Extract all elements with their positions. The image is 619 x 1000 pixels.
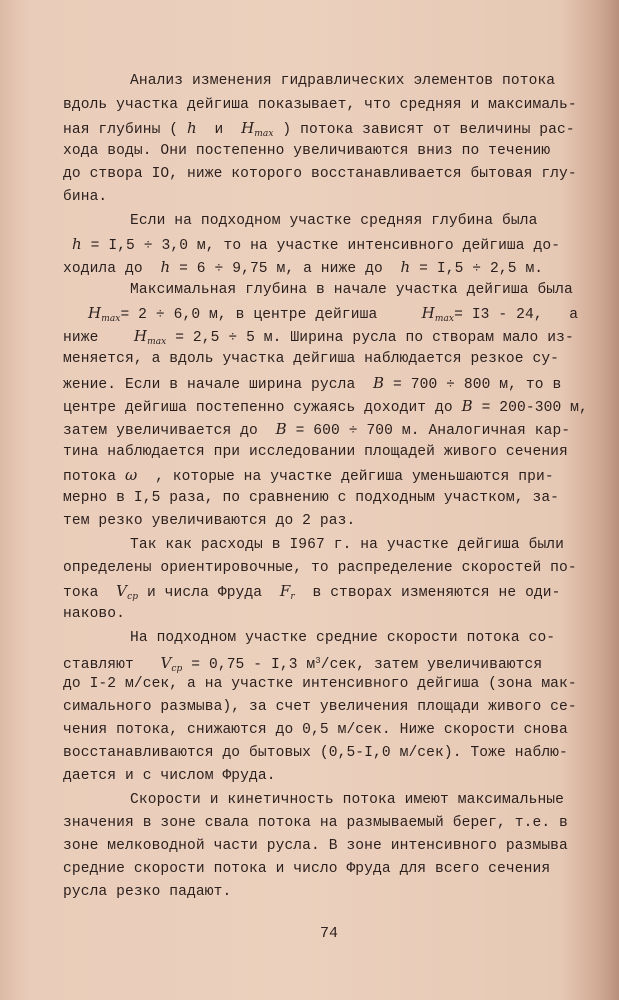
text-line: $H_{max}= 2 \div 6,0$ м, в центре дейгиша $H_{max}= I3 - 24$, а <box>88 304 579 324</box>
text-line: мерно в I,5 раза, по сравнению с подходным участком, за- <box>63 490 560 506</box>
text-line: дается и с числом Фруда. <box>63 768 276 784</box>
text-line: русла резко падают. <box>63 884 232 900</box>
text-line: до I-2 м/сек, а на участке интенсивного дейгиша (зона мак- <box>63 676 577 692</box>
text-line: центре дейгиша постепенно сужаясь доходит до B = 200-300 м, <box>63 397 588 416</box>
text-line: Так как расходы в I967 г. на участке дейгиша были <box>130 537 565 553</box>
text-line: зоне мелководной части русла. В зоне интенсивного размыва <box>63 838 568 854</box>
text-line: ставляют $V_{ср} = 0,75 - I,3$ $м^3$/сек, затем увеличиваются <box>63 654 543 674</box>
text-line: средние скорости потока и число Фруда для всего сечения <box>63 861 551 877</box>
text-line: вдоль участка дейгиша показывает, что средняя и максималь- <box>63 97 577 113</box>
text-line: На подходном участке средние скорости потока со- <box>130 630 556 646</box>
text-line: тем резко увеличиваются до 2 раз. <box>63 513 356 529</box>
text-line: меняется, а вдоль участка дейгиша наблюдается резкое су- <box>63 351 560 367</box>
text-line: хода воды. Они постепенно увеличиваются вниз по течению <box>63 143 551 159</box>
text-line: симального размыва), за счет увеличения площади живого се- <box>63 699 577 715</box>
page-number: 74 <box>320 925 339 942</box>
text-line: до створа IO, ниже которого восстанавливается бытовая глу- <box>63 166 577 182</box>
text-line: h = I,5 ÷ 3,0 м, то на участке интенсивного дейгиша до- <box>72 235 561 254</box>
text-line: Максимальная глубина в начале участка дейгиша была <box>130 282 573 298</box>
text-line: тина наблюдается при исследовании площадей живого сечения <box>63 444 568 460</box>
text-line: бина. <box>63 189 108 205</box>
text-line: Скорости и кинетичность потока имеют максимальные <box>130 792 565 808</box>
text-line: Если на подходном участке средняя глубина была <box>130 213 538 229</box>
text-line: тока $V_{ср}$ и числа Фруда $F_r$ в створах изменяются не оди- <box>63 582 561 602</box>
text-line: Анализ изменения гидравлических элементов потока <box>130 73 556 89</box>
text-line: восстанавливаются до бытовых (0,5-I,0 м/сек). Тоже наблю- <box>63 745 568 761</box>
text-line: жение. Если в начале ширина русла B = 700 ÷ 800 м, то в <box>63 374 562 393</box>
text-line: ная глубины ( h и $H_{max}$ ) потока зависят от величины рас- <box>63 119 575 139</box>
text-line: затем увеличивается до B = 600 ÷ 700 м. Аналогичная кар- <box>63 420 571 439</box>
text-line: чения потока, снижаются до 0,5 м/сек. Ниже скорости снова <box>63 722 568 738</box>
text-line: наково. <box>63 606 126 622</box>
text-line: ниже $H_{max} = 2,5 \div 5$ м. Ширина русла по створам мало из- <box>63 327 574 347</box>
text-line: потока ω , которые на участке дейгиша уменьшаются при- <box>63 466 554 485</box>
text-line: значения в зоне свала потока на размываемый берег, т.е. в <box>63 815 568 831</box>
text-line: ходила до h = 6 ÷ 9,75 м, а ниже до h = I,5 ÷ 2,5 м. <box>63 258 544 277</box>
text-line: определены ориентировочные, то распределение скоростей по- <box>63 560 577 576</box>
